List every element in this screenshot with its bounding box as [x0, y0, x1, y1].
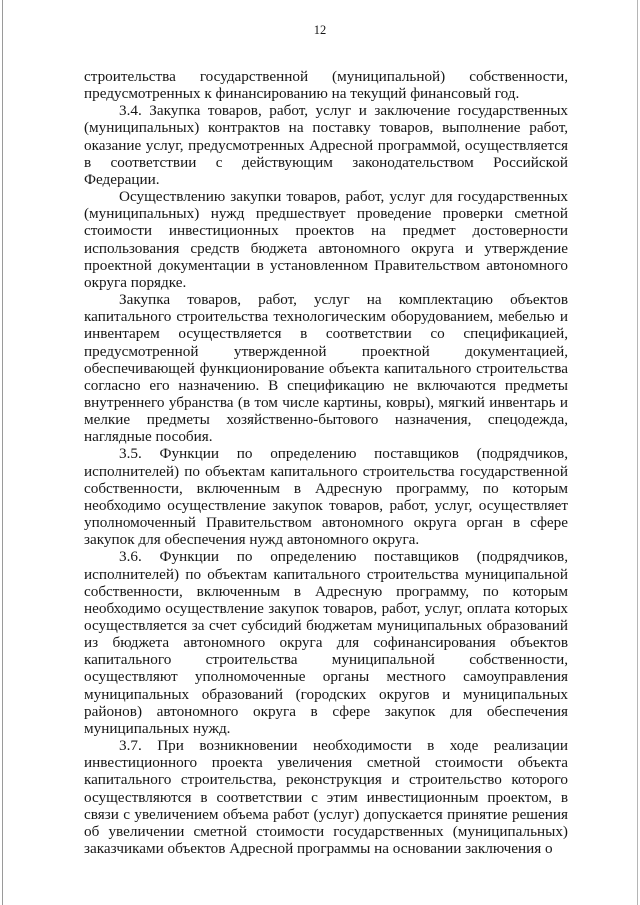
paragraph-continuation: строительства государственной (муниципальной) собственности, предусмотренных к финансированию на текущий финансовый год. [84, 68, 568, 103]
scan-edge-left [2, 0, 3, 905]
paragraph-3-7: 3.7. При возникновении необходимости в ходе реализации инвестиционного проекта увеличения сметной стоимости объекта капитального строительства, реконструкция и строительство которого осуществляются в соответствии с этим инвестиционным проектом, в связи с увеличением объема работ (услуг) допускается принятие решения об увеличении сметной стоимости государственных (муниципальных) заказчиками объектов Адресной программы на основании заключения о [84, 737, 568, 858]
paragraph-procurement-verification: Осуществлению закупки товаров, работ, услуг для государственных (муниципальных) нужд предшествует проведение проверки сметной стоимости инвестиционных проектов на предмет достоверности использования средств бюджета автономного округа и утверждение проектной документации в установленном Правительством автономного округа порядке. [84, 188, 568, 291]
paragraph-3-5: 3.5. Функции по определению поставщиков (подрядчиков, исполнителей) по объектам капитального строительства государственной собственности, включенным в Адресную программу, по которым необходимо осуществление закупок товаров, работ, услуг, осуществляет уполномоченный Правительством автономного округа орган в сфере закупок для обеспечения нужд автономного округа. [84, 445, 568, 549]
paragraph-equipment-procurement: Закупка товаров, работ, услуг на комплектацию объектов капитального строительства технологическим оборудованием, мебелью и инвентарем осуществляется в соответствии со спецификацией, предусмотренной утвержденной проектной документацией, обеспечивающей функционирование объекта капитального строительства согласно его назначению. В спецификацию не включаются предметы внутреннего убранства (в том числе картины, ковры), мягкий инвентарь и мелкие предметы хозяйственно-бытового назначения, спецодежда, наглядные пособия. [84, 291, 568, 446]
paragraph-3-6: 3.6. Функции по определению поставщиков (подрядчиков, исполнителей) по объектам капитального строительства муниципальной собственности, включенным в Адресную программу, по которым необходимо осуществление закупок товаров, работ, услуг, оплата которых осуществляется за счет субсидий бюджетам муниципальных образований из бюджета автономного округа для софинансирования объектов капитального строительства муниципальной собственности, осуществляют уполномоченные органы местного самоуправления муниципальных образований (городских округов и муниципальных районов) автономного округа в сфере закупок для обеспечения муниципальных нужд. [84, 548, 568, 737]
scan-edge-right [637, 0, 638, 905]
page-number: 12 [313, 23, 327, 37]
paragraph-3-4: 3.4. Закупка товаров, работ, услуг и заключение государственных (муниципальных) контрактов на поставку товаров, выполнение работ, оказание услуг, предусмотренных Адресной программой, осуществляется в соответствии с действующим законодательством Российской Федерации. [84, 102, 568, 188]
document-body [84, 68, 568, 857]
